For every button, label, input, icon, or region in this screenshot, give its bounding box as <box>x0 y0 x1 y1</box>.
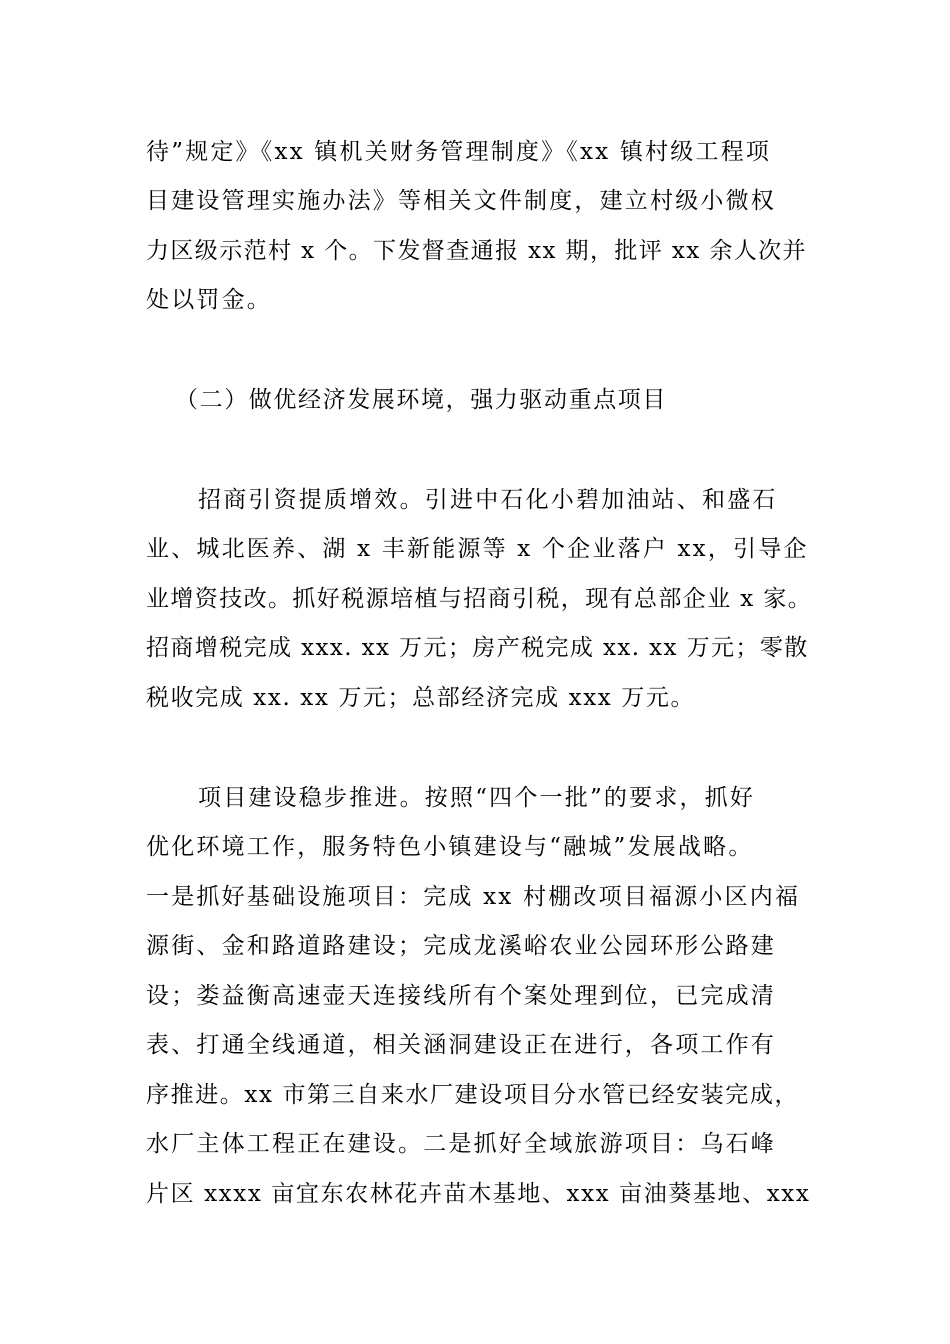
text-line: 源街、金和路道路建设；完成龙溪峪农业公园环形公路建 <box>146 933 776 959</box>
text-line: 待”规定》《xx 镇机关财务管理制度》《xx 镇村级工程项 <box>146 139 772 165</box>
text-line: 优化环境工作，服务特色小镇建设与“融城”发展战略。 <box>146 834 754 860</box>
text-line: 业、城北医养、湖 x 丰新能源等 x 个企业落户 xx，引导企 <box>146 536 809 562</box>
text-line: 税收完成 xx. xx 万元；总部经济完成 xxx 万元。 <box>146 685 696 711</box>
text-line: 表、打通全线通道，相关涵洞建设正在进行，各项工作有 <box>146 1032 776 1058</box>
text-line: 处以罚金。 <box>146 287 272 313</box>
text-line: 招商增税完成 xxx. xx 万元；房产税完成 xx. xx 万元；零散 <box>146 635 809 661</box>
text-line: 业增资技改。抓好税源培植与招商引税，现有总部企业 x 家。 <box>146 586 813 612</box>
text-line: 序推进。xx 市第三自来水厂建设项目分水管已经安装完成， <box>146 1082 800 1108</box>
text-line: 设；娄益衡高速壶天连接线所有个案处理到位，已完成清 <box>146 983 776 1009</box>
text-line: 片区 xxxx 亩宜东农林花卉苗木基地、xxx 亩油葵基地、xxx <box>146 1181 811 1207</box>
text-line: 力区级示范村 x 个。下发督查通报 xx 期，批评 xx 余人次并 <box>146 238 807 264</box>
text-line: 项目建设稳步推进。按照“四个一批”的要求，抓好 <box>198 785 756 811</box>
text-line: 目建设管理实施办法》等相关文件制度，建立村级小微权 <box>146 188 776 214</box>
text-line: 一是抓好基础设施项目：完成 xx 村棚改项目福源小区内福 <box>146 884 801 910</box>
section-heading: （二）做优经济发展环境，强力驱动重点项目 <box>175 387 667 413</box>
text-line: 水厂主体工程正在建设。二是抓好全域旅游项目：乌石峰 <box>146 1131 776 1157</box>
text-line: 招商引资提质增效。引进中石化小碧加油站、和盛石 <box>198 487 778 513</box>
